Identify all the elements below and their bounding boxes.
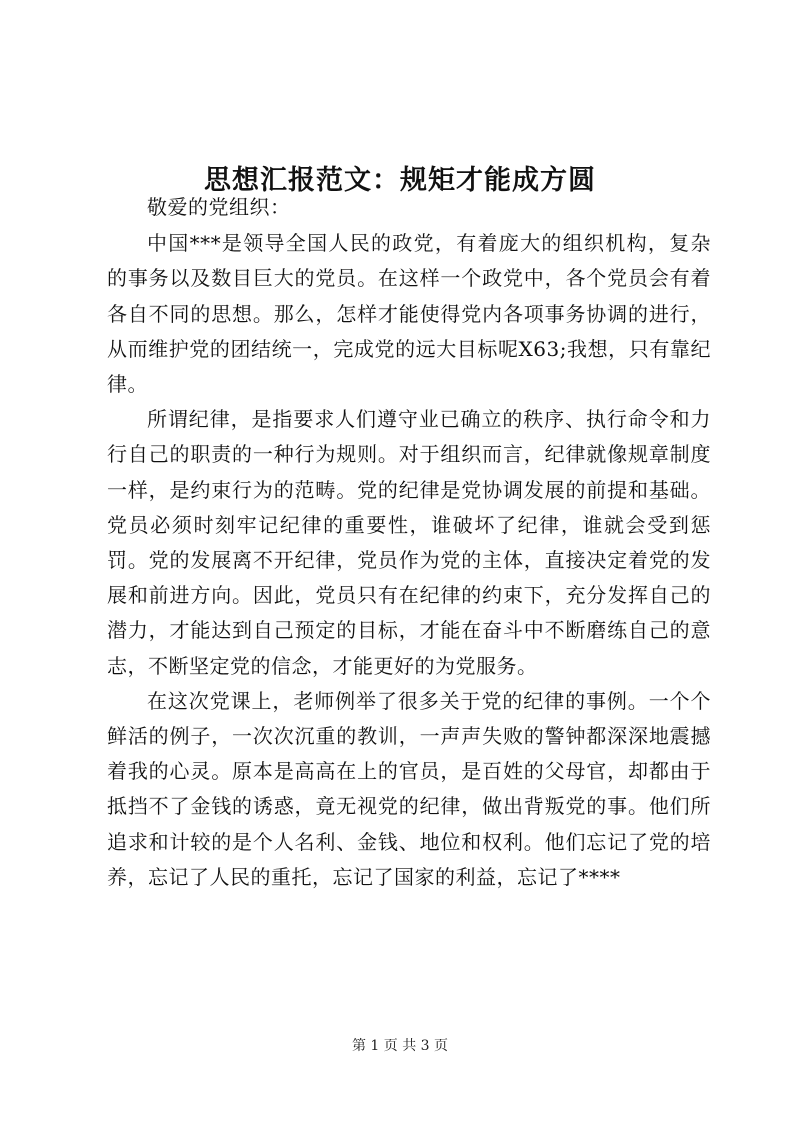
paragraph-2: 所谓纪律，是指要求人们遵守业已确立的秩序、执行命令和力行自己的职责的一种行为规则。对于组织而言，纪律就像规章制度一样，是约束行为的范畴。党的纪律是党协调发展的前提和基础。党员必须时刻牢记纪律的重要性，谁破坏了纪律，谁就会受到惩罚。党的发展离不开纪律，党员作为党的主体，直接决定着党的发展和前进方向。因此，党员只有在纪律的约束下，充分发挥自己的潜力，才能达到自己预定的目标，才能在奋斗中不断磨练自己的意志，不断坚定党的信念，才能更好的为党服务。 [107,407,711,678]
page-footer: 第 1 页 共 3 页 [351,1038,449,1054]
salutation: 敬爱的党组织： [147,195,291,219]
paragraph-1: 中国***是领导全国人民的政党，有着庞大的组织机构，复杂的事务以及数目巨大的党员。在这样一个政党中，各个党员会有着各自不同的思想。那么，怎样才能使得党内各项事务协调的进行，从而维护党的团结统一，完成党的远大目标呢X63;我想，只有靠纪律。 [107,231,711,397]
document-title: 思想汇报范文：规矩才能成方圆 [204,165,596,197]
paragraph-3: 在这次党课上，老师例举了很多关于党的纪律的事例。一个个鲜活的例子，一次次沉重的教训，一声声失败的警钟都深深地震撼着我的心灵。原本是高高在上的官员，是百姓的父母官，却都由于抵挡不了金钱的诱惑，竟无视党的纪律，做出背叛党的事。他们所追求和计较的是个人名利、金钱、地位和权利。他们忘记了党的培养，忘记了人民的重托，忘记了国家的利益，忘记了**** [107,688,711,889]
document-body [107,190,711,895]
